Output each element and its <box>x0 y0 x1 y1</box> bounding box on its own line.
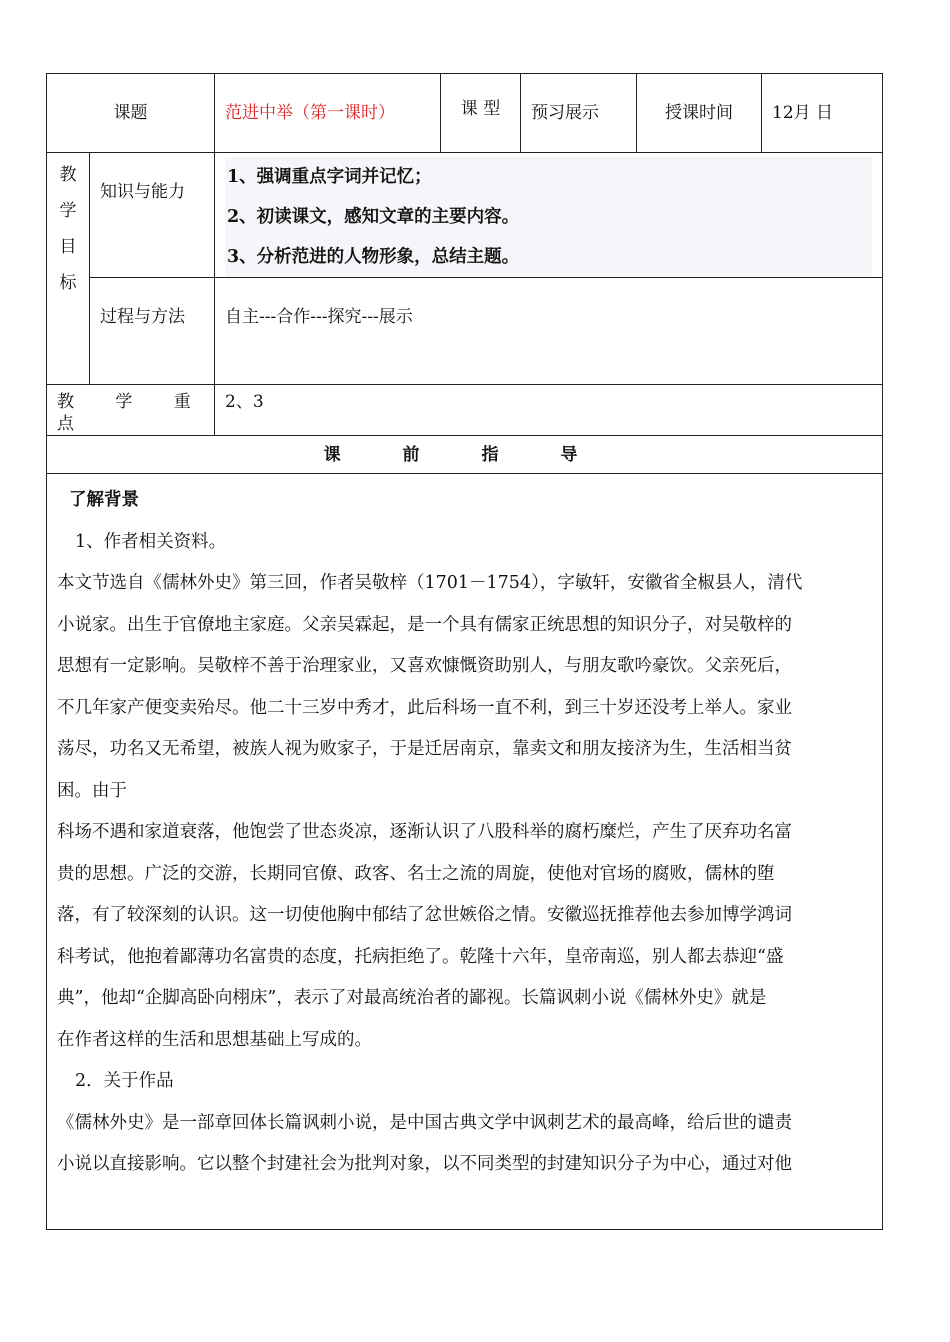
knowledge-item: 3、分析范进的人物形象，总结主题。 <box>225 237 872 277</box>
process-label: 过程与方法 <box>90 278 215 385</box>
author-line: 落，有了较深刻的认识。这一切使他胸中郁结了忿世嫉俗之情。安徽巡抚推荐他去参加博学鸿词 <box>57 905 792 926</box>
author-line: 思想有一定影响。吴敬梓不善于治理家业，又喜欢慷慨资助别人，与朋友歌吟豪饮。父亲死后， <box>57 656 792 677</box>
process-value: 自主---合作---探究---展示 <box>215 278 883 385</box>
author-line: 典”，他却“企脚高卧向栩床”，表示了对最高统治者的鄙视。长篇讽刺小说《儒林外史》就是 <box>57 988 767 1009</box>
author-line: 科考试，他抱着鄙薄功名富贵的态度，托病拒绝了。乾隆十六年，皇帝南巡，别人都去恭迎“盛 <box>57 946 784 967</box>
focus-label: 教 学 重 点 <box>47 385 215 436</box>
time-value: 12月 日 <box>762 74 883 153</box>
author-line: 不几年家产便变卖殆尽。他二十三岁中秀才，此后科场一直不利，到三十岁还没考上举人。家业 <box>57 697 792 718</box>
type-value: 预习展示 <box>521 74 637 153</box>
focus-row <box>47 385 883 436</box>
author-line: 在作者这样的生活和思想基础上写成的。 <box>57 1029 372 1050</box>
guide-heading-row <box>47 436 883 474</box>
process-row <box>47 278 883 385</box>
knowledge-label: 知识与能力 <box>90 153 215 278</box>
knowledge-item: 1、强调重点字词并记忆； <box>225 157 872 197</box>
type-label: 课 型 <box>441 74 521 153</box>
author-line: 贵的思想。广泛的交游，长期同官僚、政客、名士之流的周旋，使他对官场的腐败，儒林的堕 <box>57 863 775 884</box>
guide-heading: 课 前 指 导 <box>47 436 883 474</box>
knowledge-item: 2、初读课文，感知文章的主要内容。 <box>225 197 872 237</box>
knowledge-row <box>47 153 883 278</box>
guide-content <box>47 474 883 1230</box>
author-line: 小说家。出生于官僚地主家庭。父亲吴霖起，是一个具有儒家正统思想的知识分子，对吴敬梓的 <box>57 614 792 635</box>
lesson-plan-table <box>46 73 883 1230</box>
author-line: 科场不遇和家道衰落，他饱尝了世态炎凉，逐渐认识了八股科举的腐朽糜烂，产生了厌弃功名富 <box>57 822 792 843</box>
knowledge-items <box>215 153 883 278</box>
author-line: 困。由于 <box>57 780 127 801</box>
author-line: 本文节选自《儒林外史》第三回，作者吴敬梓（1701－1754），字敏轩，安徽省全椒县人，清代 <box>57 573 803 594</box>
focus-value: 2、3 <box>215 385 883 436</box>
item1-title: 1、作者相关资料。 <box>75 531 227 552</box>
time-label: 授课时间 <box>637 74 762 153</box>
topic-label: 课题 <box>47 74 215 153</box>
item2-title: 2．关于作品 <box>75 1071 174 1092</box>
goals-label: 教 学 目 标 <box>47 153 90 385</box>
guide-content-row <box>47 474 883 1230</box>
topic-value: 范进中举（第一课时） <box>215 74 441 153</box>
author-line: 荡尽，功名又无希望，被族人视为败家子，于是迁居南京，靠卖文和朋友接济为生，生活相当贫 <box>57 739 792 760</box>
section-title: 了解背景 <box>69 490 139 511</box>
work-line: 小说以直接影响。它以整个封建社会为批判对象，以不同类型的封建知识分子为中心，通过对他 <box>57 1154 792 1175</box>
work-line: 《儒林外史》是一部章回体长篇讽刺小说，是中国古典文学中讽刺艺术的最高峰，给后世的谴责 <box>57 1112 792 1133</box>
header-row <box>47 74 883 153</box>
